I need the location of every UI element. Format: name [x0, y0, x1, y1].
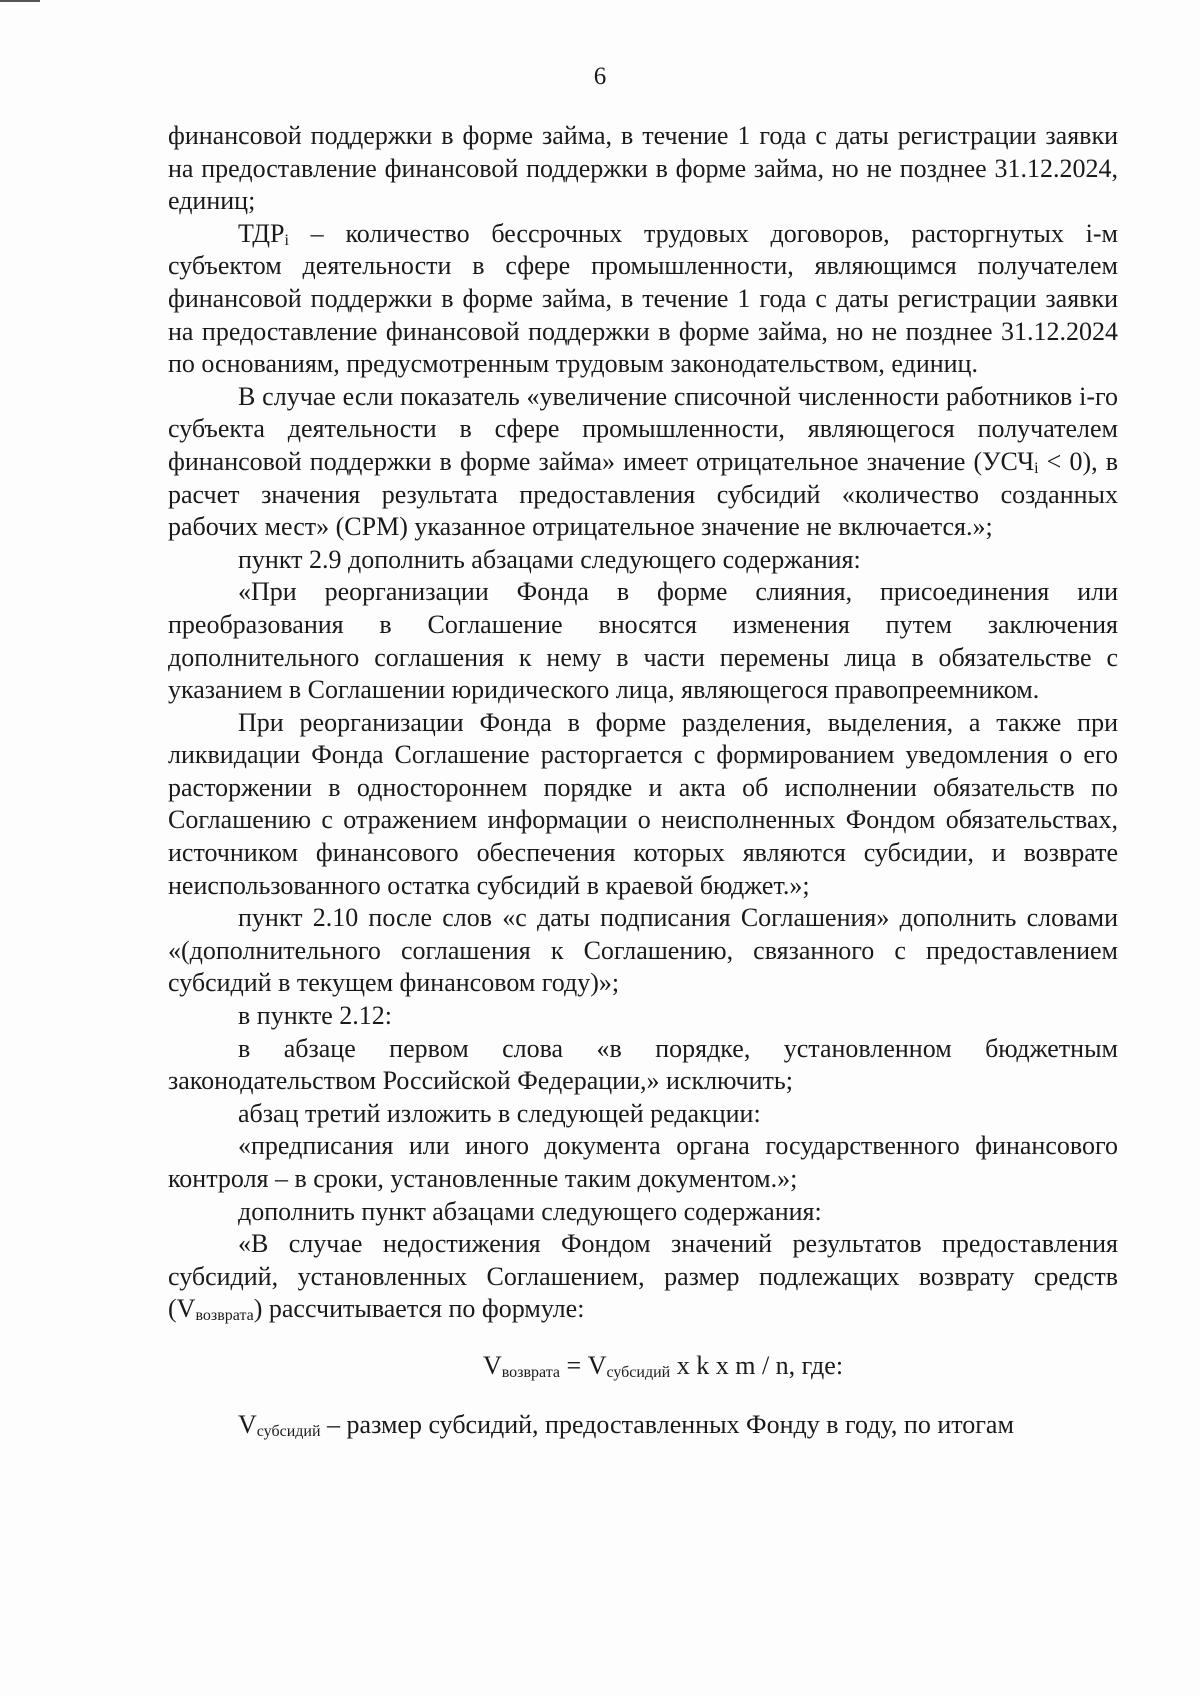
page-number: 6 [593, 63, 607, 90]
paragraph-third-abzac [168, 1098, 1118, 1131]
formula-v-subsidy-subscript: субсидий [606, 1363, 671, 1381]
formula-v-refund-subscript: возврата [501, 1363, 561, 1381]
paragraph-text: пункт 2.9 дополнить абзацами следующего содержания: [238, 544, 861, 574]
paragraph-first-abzac [168, 1033, 1118, 1098]
paragraph-text: абзац третий изложить в следующей редакции: [238, 1098, 761, 1128]
paragraph-continuation [168, 120, 1118, 218]
paragraph-reorganization-merger [168, 576, 1118, 706]
paragraph-text: в пункте 2.12: [238, 1001, 393, 1031]
paragraph-text: – количество бессрочных трудовых договоров, расторгнутых i-м субъектом деятельности в сфере промышленности, являющимся получателем финансовой поддержки в форме займа, в течение 1 года с даты регистрации заявки на предоставление финансовой поддержки в форме займа, но не позднее 31.12.2024 по основаниям, предусмотренным трудовым законодательством, единиц. [168, 218, 1118, 379]
paragraph-prescription [168, 1130, 1118, 1195]
term-v-subsidy: V [238, 1409, 257, 1439]
term-v-subsidy-subscript: субсидий [256, 1422, 321, 1440]
scan-corner-mark [0, 0, 40, 8]
paragraph-item-2-10 [168, 902, 1118, 1000]
formula-rest: x k x m / n, где: [670, 1350, 844, 1380]
v-refund-subscript: возврата [195, 1307, 254, 1325]
paragraph-text: пункт 2.10 после слов «с даты подписания Соглашения» дополнить словами «(дополнительного соглашения к Соглашению, связанного с предоставлением субсидий в текущем финансовом году)»; [168, 903, 1118, 998]
term-tdr-subscript: i [284, 231, 289, 249]
paragraph-text: «предписания или иного документа органа государственного финансового контроля – в сроки, установленные таким документом.»; [168, 1131, 1118, 1193]
paragraph-text: – размер субсидий, предоставленных Фонду в году, по итогам [320, 1409, 1014, 1439]
paragraph-item-2-12 [168, 1000, 1118, 1033]
paragraph-tdr-definition [168, 218, 1118, 381]
paragraph-text: «При реорганизации Фонда в форме слияния, присоединения или преобразования в Соглашение вносятся изменения путем заключения дополнительного соглашения к нему в части перемены лица в обязательстве с указанием в Соглашении юридического лица, являющегося правопреемником. [168, 577, 1118, 705]
refund-formula [168, 1350, 1118, 1383]
formula-v-refund: V [482, 1350, 502, 1380]
paragraph-text: В случае если показатель «увеличение списочной численности работников i-го субъекта деятельности в сфере промышленности, являющегося получателем финансовой поддержки в форме займа» имеет отрицательное значение (УСЧ [168, 381, 1118, 476]
paragraph-text: При реорганизации Фонда в форме разделения, выделения, а также при ликвидации Фонда Соглашение расторгается с формированием уведомления о его расторжении в одностороннем порядке и акта об исполнении обязательств по Соглашению с отражением информации о неисполненных Фондом обязательствах, источником финансового обеспечения которых являются субсидии, и возврате неиспользованного остатка субсидий в краевой бюджет.»; [168, 707, 1118, 900]
paragraph-text: ) рассчитывается по формуле: [253, 1294, 585, 1324]
formula-equals: = [560, 1350, 588, 1380]
paragraph-text: «В случае недостижения Фондом значений результатов предоставления субсидий, установленных Соглашением, размер подлежащих возврату средств (V [168, 1229, 1118, 1324]
paragraph-refund-calc [168, 1228, 1118, 1326]
paragraph-item-2-9 [168, 544, 1118, 577]
paragraph-text: < 0), в расчет значения результата предоставления субсидий «количество созданных рабочих мест» (СРМ) указанное отрицательное значение не включается.»; [168, 446, 1118, 542]
formula-v-subsidy: V [587, 1350, 607, 1380]
paragraph-v-subsidy-definition [168, 1409, 1118, 1442]
paragraph-reorganization-division [168, 707, 1118, 903]
paragraph-text: финансовой поддержки в форме займа, в течение 1 года с даты регистрации заявки на предоставление финансовой поддержки в форме займа, но не позднее 31.12.2024, единиц; [168, 121, 1118, 216]
term-usch-subscript: i [1034, 459, 1039, 477]
term-tdr: ТДР [238, 218, 285, 248]
document-body [168, 120, 1118, 1441]
paragraph-negative-value [168, 381, 1118, 544]
paragraph-supplement [168, 1196, 1118, 1229]
paragraph-text: дополнить пункт абзацами следующего содержания: [238, 1196, 822, 1226]
paragraph-text: в абзаце первом слова «в порядке, установленном бюджетным законодательством Российской Федерации,» исключить; [168, 1033, 1118, 1096]
